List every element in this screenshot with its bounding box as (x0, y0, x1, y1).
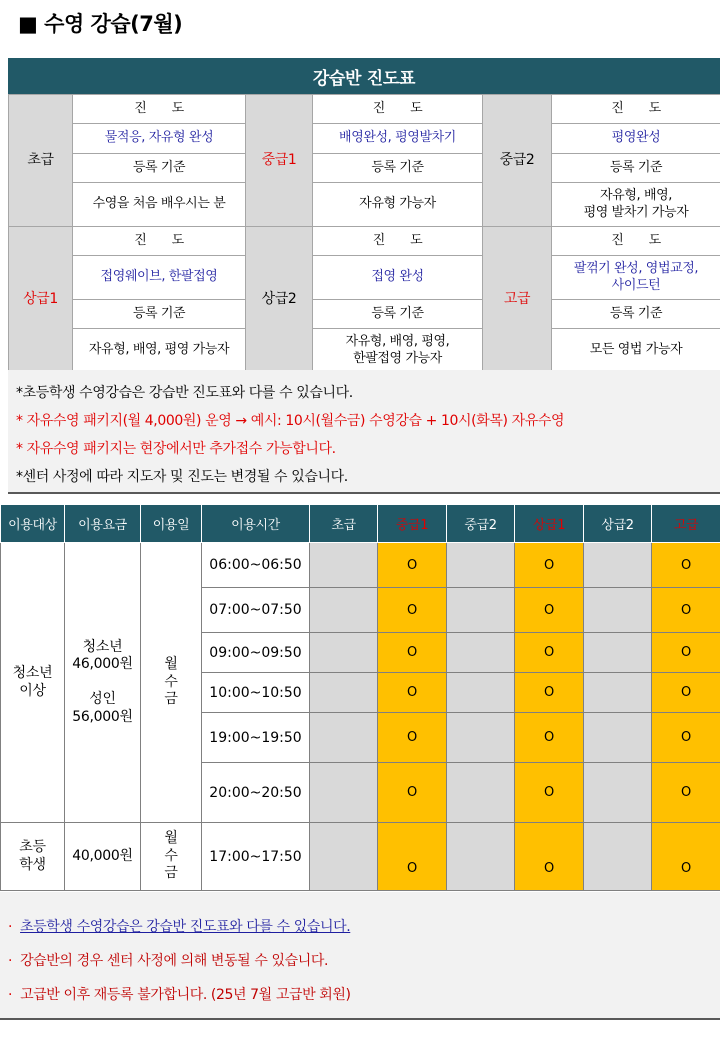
bullet-icon: · (8, 953, 13, 969)
criteria-value: 자유형 가능자 (313, 183, 483, 227)
availability-empty (584, 713, 652, 763)
availability-mark: O (515, 713, 584, 763)
col-header-time: 이용시간 (202, 505, 310, 543)
availability-empty (584, 673, 652, 713)
col-header-target: 이용대상 (1, 505, 65, 543)
level-cell: 상급1 (9, 227, 73, 373)
availability-empty (310, 673, 378, 713)
progress-table-section (8, 58, 720, 373)
availability-empty (584, 633, 652, 673)
availability-mark: O (652, 713, 720, 763)
time-cell: 09:00~09:50 (202, 633, 310, 673)
level-cell: 초급 (9, 95, 73, 227)
criteria-value: 자유형, 배영, 평영 가능자 (73, 329, 246, 373)
note-line-red: * 자유수영 패키지(월 4,000원) 운영 → 예시: 10시(월수금) 수영강습 + 10시(화목) 자유수영 (16, 413, 565, 429)
availability-empty (584, 823, 652, 891)
progress-label: 진 도 (73, 227, 246, 256)
bottom-notes (0, 892, 720, 1020)
progress-label: 진 도 (313, 95, 483, 124)
progress-label: 진 도 (552, 227, 720, 256)
criteria-label: 등록 기준 (73, 154, 246, 183)
criteria-value: 자유형, 배영, 평영 발차기 가능자 (552, 183, 720, 227)
availability-mark: O (378, 543, 447, 588)
progress-table (8, 94, 720, 373)
time-cell: 07:00~07:50 (202, 588, 310, 633)
time-cell: 17:00~17:50 (202, 823, 310, 891)
availability-mark: O (515, 763, 584, 823)
col-header-advanced1: 상급1 (515, 505, 584, 543)
availability-empty (447, 823, 515, 891)
progress-value: 접영웨이브, 한팔접영 (73, 256, 246, 300)
criteria-value: 수영을 처음 배우시는 분 (73, 183, 246, 227)
col-header-days: 이용일 (141, 505, 202, 543)
level-cell: 중급2 (483, 95, 552, 227)
availability-mark: O (515, 543, 584, 588)
availability-empty (447, 673, 515, 713)
level-cell: 중급1 (246, 95, 313, 227)
col-header-intermediate2: 중급2 (447, 505, 515, 543)
col-header-intermediate1: 중급1 (378, 505, 447, 543)
progress-label: 진 도 (73, 95, 246, 124)
availability-empty (447, 588, 515, 633)
availability-mark: O (652, 673, 720, 713)
note-line (16, 407, 720, 435)
availability-empty (310, 543, 378, 588)
progress-value: 팔꺾기 완성, 영법교정, 사이드턴 (552, 256, 720, 300)
progress-table-header: 강습반 진도표 (8, 58, 720, 94)
progress-label: 진 도 (313, 227, 483, 256)
criteria-label: 등록 기준 (552, 300, 720, 329)
note-line: * 자유수영 패키지는 현장에서만 추가접수 가능합니다. (16, 441, 336, 457)
time-cell: 20:00~20:50 (202, 763, 310, 823)
time-cell: 10:00~10:50 (202, 673, 310, 713)
target-cell: 초등 학생 (1, 823, 65, 891)
availability-mark: O (378, 673, 447, 713)
availability-empty (447, 763, 515, 823)
availability-mark: O (378, 763, 447, 823)
progress-value: 배영완성, 평영발차기 (313, 124, 483, 154)
progress-value: 물적응, 자유형 완성 (73, 124, 246, 154)
schedule-section (0, 504, 720, 891)
days-cell: 월 수 금 (141, 823, 202, 891)
bullet-icon: · (8, 919, 13, 935)
progress-value: 접영 완성 (313, 256, 483, 300)
availability-mark: O (378, 588, 447, 633)
criteria-label: 등록 기준 (313, 300, 483, 329)
progress-value: 평영완성 (552, 124, 720, 154)
availability-empty (310, 823, 378, 891)
note-line: · 고급반 이후 재등록 불가합니다. (25년 7월 고급반 회원) (8, 987, 351, 1003)
availability-empty (310, 588, 378, 633)
note-line: · 강습반의 경우 센터 사정에 의해 변동될 수 있습니다. (8, 953, 329, 969)
bullet-icon: · (8, 987, 13, 1003)
page-title: ■ 수영 강습(7월) (18, 12, 183, 36)
criteria-value: 자유형, 배영, 평영, 한팔접영 가능자 (313, 329, 483, 373)
note-line: · 초등학생 수영강습은 강습반 진도표와 다를 수 있습니다. (8, 919, 351, 935)
col-header-fee: 이용요금 (65, 505, 141, 543)
availability-empty (447, 633, 515, 673)
criteria-label: 등록 기준 (73, 300, 246, 329)
note-line: *센터 사정에 따라 지도자 및 진도는 변경될 수 있습니다. (16, 469, 348, 485)
progress-label: 진 도 (552, 95, 720, 124)
availability-mark: O (652, 763, 720, 823)
availability-empty (447, 713, 515, 763)
availability-mark: O (515, 588, 584, 633)
availability-mark: O (515, 673, 584, 713)
time-cell: 06:00~06:50 (202, 543, 310, 588)
availability-empty (310, 633, 378, 673)
availability-empty (584, 588, 652, 633)
availability-mark: O (378, 633, 447, 673)
schedule-row (1, 823, 720, 891)
availability-empty (310, 713, 378, 763)
col-header-advanced2: 상급2 (584, 505, 652, 543)
availability-mark: O (378, 713, 447, 763)
days-cell: 월 수 금 (141, 543, 202, 823)
criteria-value: 모든 영법 가능자 (552, 329, 720, 373)
availability-mark: O (515, 633, 584, 673)
target-cell: 청소년 이상 (1, 543, 65, 823)
level-cell: 상급2 (246, 227, 313, 373)
availability-mark: O (652, 543, 720, 588)
availability-mark: O (652, 823, 720, 891)
col-header-beginner: 초급 (310, 505, 378, 543)
availability-mark: O (515, 823, 584, 891)
availability-empty (447, 543, 515, 588)
note-line: *초등학생 수영강습은 강습반 진도표와 다를 수 있습니다. (16, 385, 353, 401)
availability-empty (584, 543, 652, 588)
fee-cell: 청소년 46,000원 성인 56,000원 (65, 543, 141, 823)
fee-cell: 40,000원 (65, 823, 141, 891)
availability-mark: O (652, 588, 720, 633)
availability-empty (584, 763, 652, 823)
availability-empty (310, 763, 378, 823)
schedule-row (1, 543, 720, 588)
availability-mark: O (378, 823, 447, 891)
col-header-expert: 고급 (652, 505, 720, 543)
schedule-table (0, 504, 720, 891)
availability-mark: O (652, 633, 720, 673)
criteria-label: 등록 기준 (313, 154, 483, 183)
top-notes (8, 370, 720, 494)
time-cell: 19:00~19:50 (202, 713, 310, 763)
criteria-label: 등록 기준 (552, 154, 720, 183)
level-cell: 고급 (483, 227, 552, 373)
